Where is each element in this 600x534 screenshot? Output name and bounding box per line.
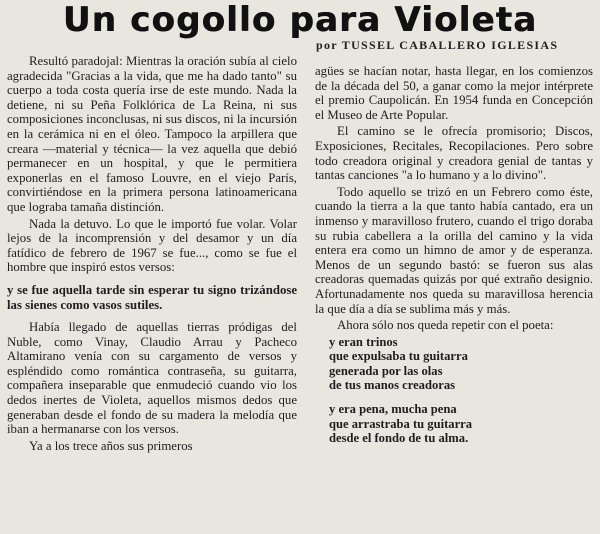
verse-line: que expulsaba tu guitarra [329, 349, 468, 364]
verse-line: generada por las olas [329, 363, 443, 378]
quoted-verse: y se fue aquella tarde sin esperar tu signo trizándose las sienes como vasos sutiles. [7, 282, 297, 312]
verse-line: que arrastraba tu guitarra [329, 416, 473, 431]
paragraph: agües se hacían notar, hasta llegar, en los comienzos de la década del 50, a ganar como la mejor intérprete el premio Caupolicán. En 1954 funda en Concepción el Museo de Arte Popular. [315, 64, 593, 122]
paragraph: Había llegado de aquellas tierras pródigas del Nuble, como Vinay, Claudio Arrau y Pacheco Altamirano venía con su cargamento de versos y espléndido como romántica contraseña, su guitarra, compañera inseparable que enmudeció cuando vio los dedos inertes de Violeta, aquellos mismos dedos que generaban desde el fondo de su madera la melodía que iban a hermanarse con los versos. [7, 320, 297, 437]
poem-stanza-1 [329, 335, 593, 393]
right-column [315, 64, 593, 534]
paragraph: Nada la detuvo. Lo que le importó fue volar. Volar lejos de la incomprensión y del desamor y un día fatídico de febrero de 1967 se fue..., como se fue el hombre que inspiró estos versos: [7, 216, 297, 275]
paragraph: Ya a los trece años sus primeros [29, 438, 193, 453]
paragraph: Ahora sólo nos queda repetir con el poeta: [337, 318, 554, 333]
paragraph: El camino se le ofrecía promisorio; Discos, Exposiciones, Recitales, Recopilaciones. Pero sobre todo creadora original y creadora genial de tantas y tantas canciones "a lo humano y a lo divino". [315, 124, 593, 183]
paragraph: Resultó paradojal: Mientras la oración subía al cielo agradecida "Gracias a la vida, que me ha dado tanto" su cuerpo a toda costa quería irse de este mundo. Nada la detiene, ni su Peña Folklórica de La Reina, ni sus composiciones inconclusas, ni sus discos, ni la incursión en la cerámica ni en el óleo. Tampoco la arpillera que creara —material y técnica— la vez aquella que debió permanecer en un hospital, y que le permitiera exponerlas en el famoso Louvre, en el viejo París, convirtiéndose en la primera persona latinoamericana que lograba tamaña distinción. [7, 54, 297, 214]
left-column [7, 54, 297, 534]
poem-stanza-2 [329, 402, 593, 445]
article-headline: Un cogollo para Violeta [62, 0, 538, 40]
article-byline: por TUSSEL CABALLERO IGLESIAS [316, 38, 559, 52]
verse-line: y era pena, mucha pena [329, 402, 457, 417]
paragraph: Todo aquello se trizó en un Febrero como éste, cuando la tierra a la que tanto había cantado, era un inmenso y maravilloso frutero, cuando el trigo doraba su rubia cabellera a la orilla del camino y la vida entera era como un himno de amor y de esperanza. Menos de un segundo bastó: se fueron sus alas creadoras quemadas quizás por qué extraño designio. Afortunadamente nos queda su maravillosa herencia la que día a día se sublima más y más. [315, 184, 593, 316]
verse-line: desde el fondo de tu alma. [329, 431, 469, 446]
verse-line: y eran trinos [329, 334, 398, 349]
verse-line: de tus manos creadoras [329, 377, 456, 392]
